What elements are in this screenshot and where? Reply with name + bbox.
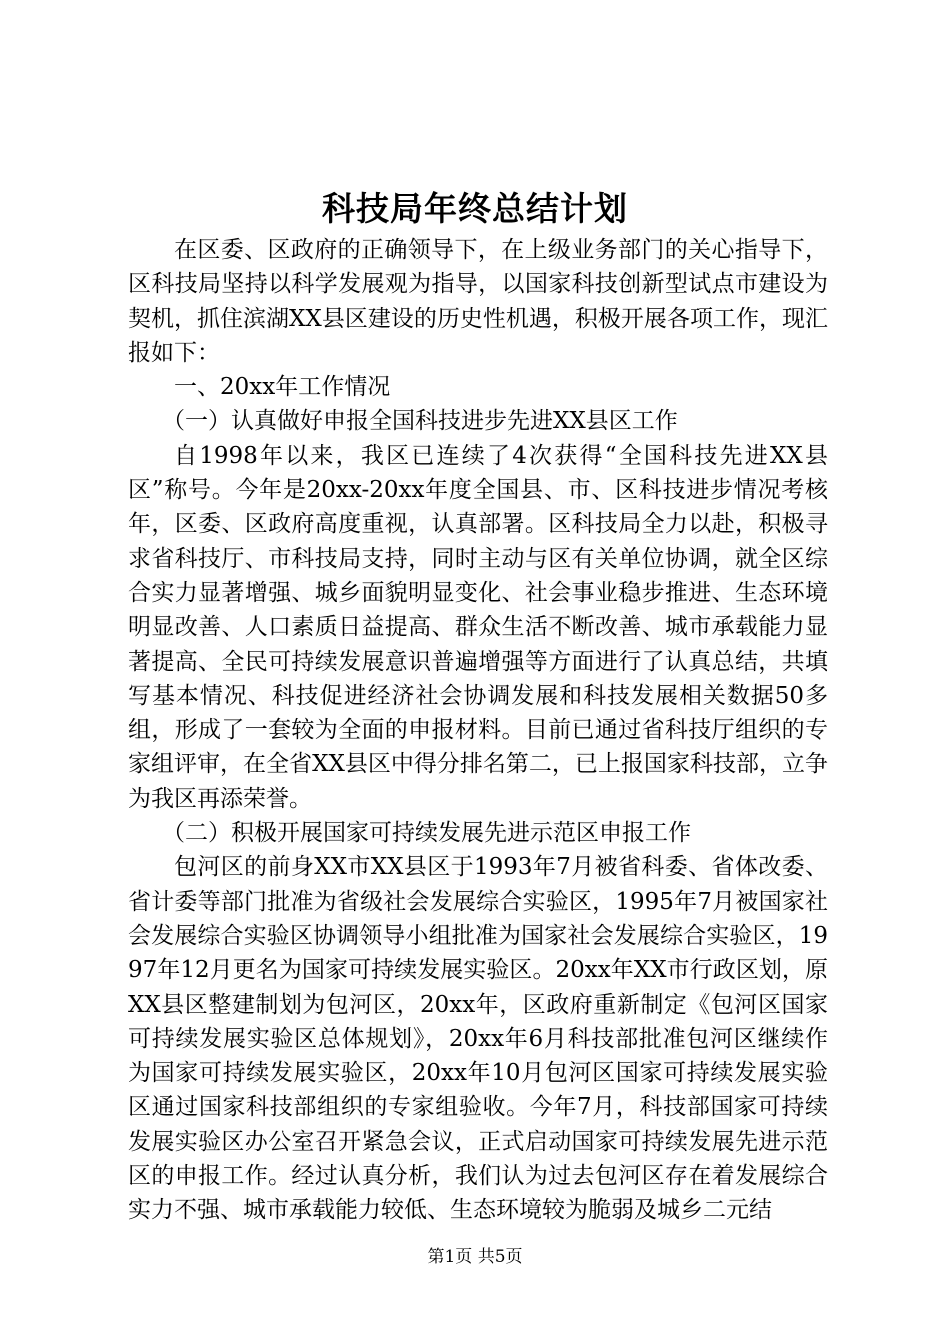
subsection-2-paragraph: 包河区的前身XX市XX县区于1993年7月被省科委、省体改委、省计委等部门批准为省级社会发展综合实验区，1995年7月被国家社会发展综合实验区协调领导小组批准为国家社会发展综合实验区，1997年12月更名为国家可持续发展实验区。20xx年XX市行政区划，原XX县区整建制划为包河区，20xx年，区政府重新制定《包河区国家可持续发展实验区总体规划》，20xx年6月科技部批准包河区继续作为国家可持续发展实验区，20xx年10月包河区国家可持续发展实验区通过国家科技部组织的专家组验收。今年7月，科技部国家可持续发展实验区办公室召开紧急会议，正式启动国家可持续发展先进示范区的申报工作。经过认真分析，我们认为过去包河区存在着发展综合实力不强、城市承载能力较低、生态环境较为脆弱及城乡二元结 <box>128 854 828 1224</box>
intro-paragraph: 在区委、区政府的正确领导下，在上级业务部门的关心指导下，区科技局坚持以科学发展观为指导，以国家科技创新型试点市建设为契机，抓住滨湖XX县区建设的历史性机遇，积极开展各项工作，现汇报如下： <box>128 237 828 366</box>
document-body <box>128 233 828 1228</box>
subsection-heading-2: （二）积极开展国家可持续发展先进示范区申报工作 <box>162 820 691 847</box>
page-number-footer: 第1页 共5页 <box>427 1247 523 1267</box>
subsection-1-paragraph: 自1998年以来，我区已连续了4次获得“全国科技先进XX县区”称号。今年是20xx-20xx年度全国县、市、区科技进步情况考核年，区委、区政府高度重视，认真部署。区科技局全力以赴，积极寻求省科技厅、市科技局支持，同时主动与区有关单位协调，就全区综合实力显著增强、城乡面貌明显变化、社会事业稳步推进、生态环境明显改善、人口素质日益提高、群众生活不断改善、城市承载能力显著提高、全民可持续发展意识普遍增强等方面进行了认真总结，共填写基本情况、科技促进经济社会协调发展和科技发展相关数据50多组，形成了一套较为全面的申报材料。目前已通过省科技厅组织的专家组评审，在全省XX县区中得分排名第二，已上报国家科技部，立争为我区再添荣誉。 <box>128 442 828 812</box>
section-heading-1: 一、20xx年工作情况 <box>174 374 391 401</box>
subsection-heading-1: （一）认真做好申报全国科技进步先进XX县区工作 <box>162 408 678 435</box>
document-title: 科技局年终总结计划 <box>322 189 628 228</box>
